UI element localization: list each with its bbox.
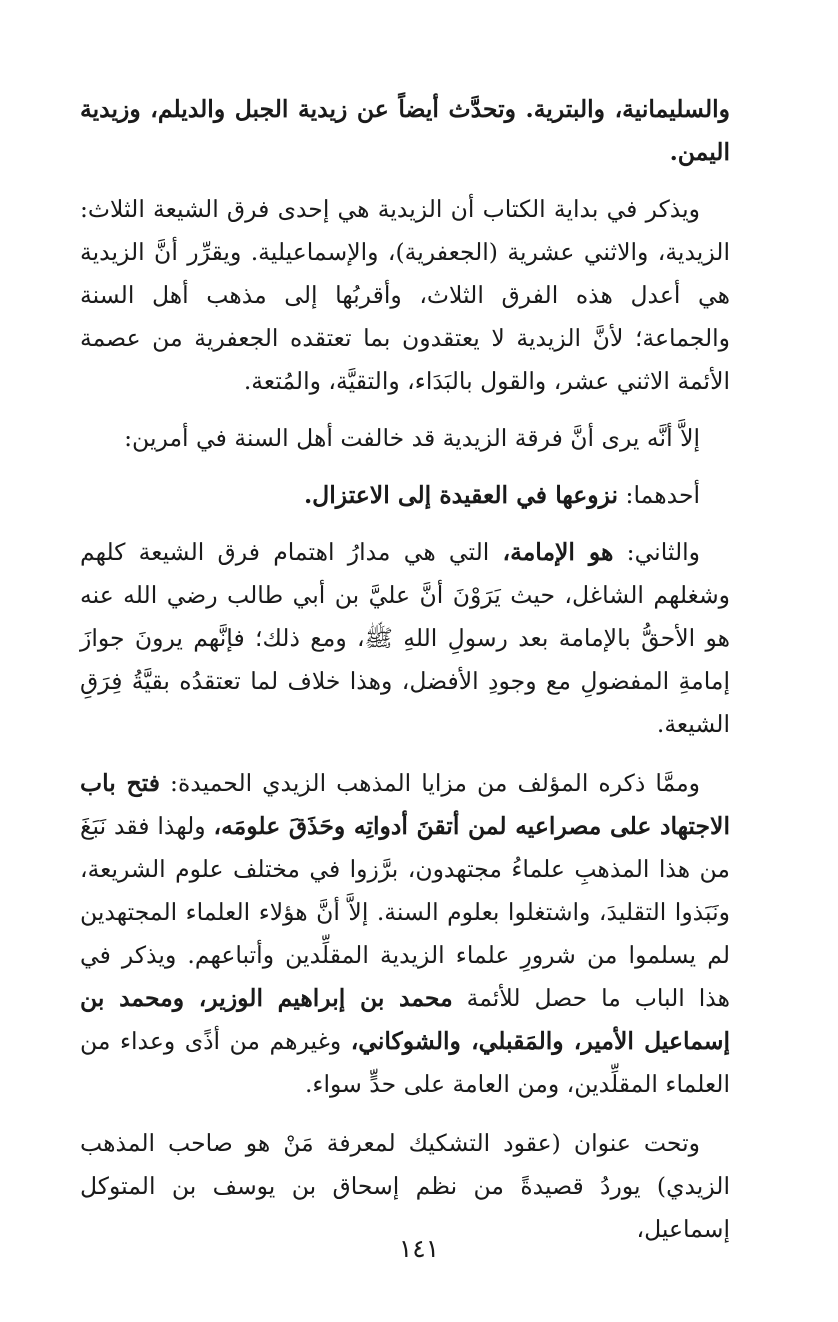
paragraph-5-lead: والثاني:	[613, 538, 700, 566]
paragraph-5-bold: هو الإمامة،	[502, 538, 614, 566]
paragraph-2	[80, 188, 730, 403]
paragraph-4-bold: نزوعها في العقيدة إلى الاعتزال.	[303, 481, 619, 509]
paragraph-6-bold-1: فتح باب الاجتهاد على مصراعيه لمن أتقنَ أدواتِه وحَذَقَ علومَه،	[80, 769, 730, 840]
paragraph-3-text: إلاَّ أنَّه يرى أنَّ فرقة الزيدية قد خالفت أهل السنة في أمرين:	[124, 424, 700, 452]
paragraph-4-lead: أحدهما:	[618, 481, 700, 509]
paragraph-5	[80, 531, 730, 746]
paragraph-2-text: ويذكر في بداية الكتاب أن الزيدية هي إحدى فرق الشيعة الثلاث: الزيدية، والاثني عشرية (الجعفرية)، والإسماعيلية. ويقرِّر أنَّ الزيدية هي أعدل هذه الفرق الثلاث، وأقربُها إلى مذهب أهل السنة والجماعة؛ لأنَّ الزيدية لا يعتقدون بما تعتقده الجعفرية من عصمة الأئمة الاثني عشر، والقول بالبَدَاء، والتقيَّة، والمُتعة.	[80, 195, 730, 395]
paragraph-6-text-1: ولهذا فقد نَبَغَ من هذا المذهبِ علماءُ مجتهدون، برَّزوا في مختلف علوم الشريعة، ونَبَذوا التقليدَ، واشتغلوا بعلوم السنة. إلاَّ أنَّ هؤلاء العلماء المجتهدين لم يسلموا من شرورِ علماء الزيدية المقلِّدين وأتباعهم. ويذكر في هذا الباب ما حصل للأئمة	[80, 812, 730, 1012]
paragraph-1	[80, 88, 730, 174]
paragraph-5-text: التي هي مدارُ اهتمام فرق الشيعة كلهم وشغلهم الشاغل، حيث يَرَوْنَ أنَّ عليَّ بن أبي طالب رضي الله عنه هو الأحقُّ بالإمامة بعد رسولِ اللهِ ﷺ، ومع ذلك؛ فإنَّهم يرونَ جوازَ إمامةِ المفضولِ مع وجودِ الأفضل، وهذا خلاف لما تعتقدُه بقيَّةُ فِرَقِ الشيعة.	[80, 538, 730, 738]
paragraph-7-text: وتحت عنوان (عقود التشكيك لمعرفة مَنْ هو صاحب المذهب الزيدي) يوردُ قصيدةً من نظم إسحاق بن يوسف بن المتوكل إسماعيل،	[80, 1129, 730, 1243]
paragraph-6-lead: وممَّا ذكره المؤلف من مزايا المذهب الزيدي الحميدة:	[160, 769, 701, 797]
paragraph-4	[80, 474, 730, 517]
page-body	[80, 88, 730, 1251]
paragraph-6-text-2: وغيرهم من أذًى وعداء من العلماء المقلِّدين، ومن العامة على حدٍّ سواء.	[80, 1027, 730, 1098]
paragraph-6-bold-2: محمد بن إبراهيم الوزير، ومحمد بن إسماعيل الأمير، والمَقبلي، والشوكاني،	[80, 984, 731, 1055]
paragraph-7	[80, 1122, 730, 1251]
paragraph-1-text: والسليمانية، والبترية. وتحدَّث أيضاً عن زيدية الجبل والديلم، وزيدية اليمن.	[80, 95, 730, 166]
paragraph-6	[80, 762, 730, 1106]
page-number: ١٤١	[398, 1234, 440, 1263]
paragraph-3	[80, 417, 730, 460]
